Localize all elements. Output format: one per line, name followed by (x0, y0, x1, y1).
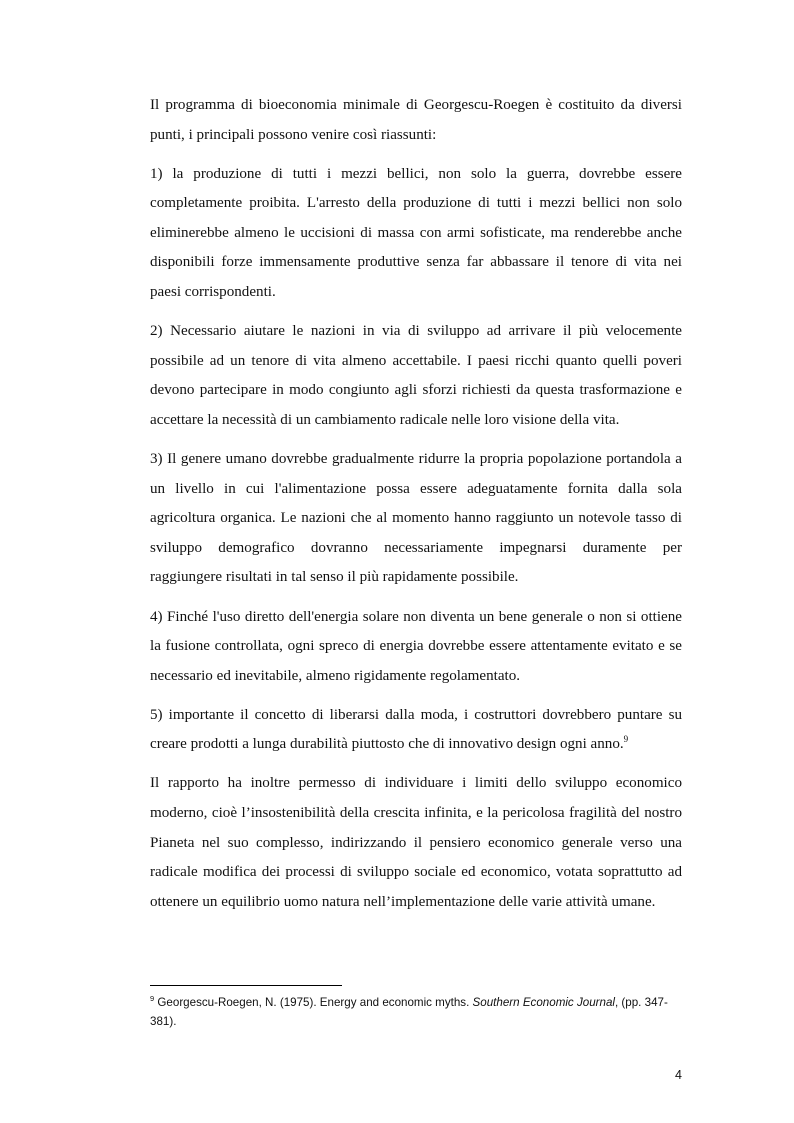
paragraph-point-5-text: 5) importante il concetto di liberarsi dalla moda, i costruttori dovrebbero puntare su creare prodotti a lunga durabilità piuttosto che di innovativo design ogni anno. (150, 706, 682, 753)
footnote-number: 9 (150, 994, 155, 1004)
footnote-reference[interactable]: 9 (623, 734, 629, 745)
paragraph-point-3: 3) Il genere umano dovrebbe gradualmente ridurre la propria popolazione portandola a un livello in cui l'alimentazione possa essere adeguatamente fornita dalla sola agricoltura organica. Le nazioni che al momento hanno raggiunto un notevole tasso di sviluppo demografico dovranno necessariamente impegnarsi duramente per raggiungere risultati in tal senso il più rapidamente possibile. (150, 451, 682, 586)
paragraph-point-4: 4) Finché l'uso diretto dell'energia solare non diventa un bene generale o non si ottiene la fusione controllata, ogni spreco di energia dovrebbe essere attentamente evitato e se necessario ed inevitabile, almeno rigidamente regolamentato. (150, 608, 682, 684)
paragraph-conclusion: Il rapporto ha inoltre permesso di individuare i limiti dello sviluppo economico moderno, cioè l’insostenibilità della crescita infinita, e la pericolosa fragilità del nostro Pianeta nel suo complesso, indirizzando il pensiero economico generale verso una radicale modifica dei processi di sviluppo sociale ed economico, votata soprattutto ad ottenere un equilibrio uomo natura nell’implementazione delle varie attività umane. (150, 775, 682, 910)
footnote-authors: Georgescu-Roegen, N. (1975). Energy and economic myths. (157, 996, 470, 1009)
footnote-pages: , (pp. 347-381). (150, 996, 668, 1028)
paragraph-point-2: 2) Necessario aiutare le nazioni in via di sviluppo ad arrivare il più velocemente possibile ad un tenore di vita almeno accettabile. I paesi ricchi quanto quelli poveri devono partecipare in modo congiunto agli sforzi richiesti da questa trasformazione e accettare la necessità di un cambiamento radicale nelle loro visione della vita. (150, 323, 682, 428)
paragraph-intro: Il programma di bioeconomia minimale di Georgescu-Roegen è costituito da diversi punti, i principali possono venire così riassunti: (150, 97, 682, 143)
page-number: 4 (675, 1068, 682, 1082)
paragraph-point-5 (150, 701, 682, 760)
paragraph-point-1: 1) la produzione di tutti i mezzi bellici, non solo la guerra, dovrebbe essere completamente proibita. L'arresto della produzione di tutti i mezzi bellici non solo eliminerebbe almeno le uccisioni di massa con armi sofisticate, ma renderebbe anche disponibili forze immensamente produttive senza far abbassare il tenore di vita nei paesi corrispondenti. (150, 165, 682, 301)
footnote (150, 994, 682, 1031)
footnote-journal: Southern Economic Journal (472, 996, 615, 1009)
footnote-separator (150, 985, 342, 986)
body-text (150, 91, 682, 927)
